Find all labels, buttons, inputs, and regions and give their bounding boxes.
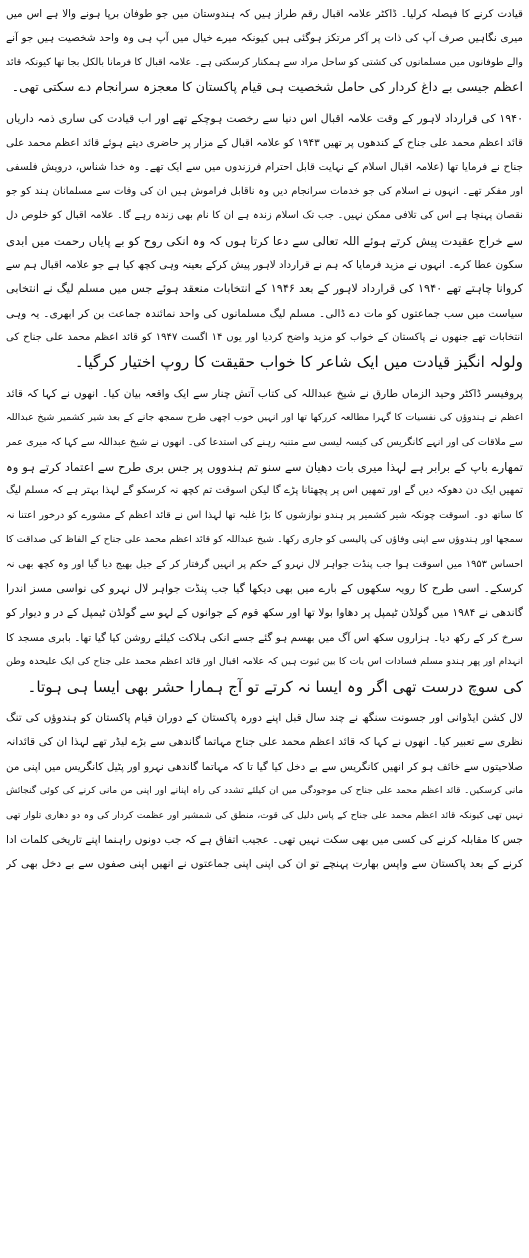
- paragraph-advani-jaswant: [6, 706, 523, 877]
- paragraph-sheikh-abdullah: [6, 382, 523, 699]
- text-line: ۱۹۴۰ کی قرارداد لاہور کے وقت علامہ اقبال اس دنیا سے رخصت ہوچکے تھے اور اب قیادت کی ساری ذمہ داریاں: [6, 111, 523, 125]
- text-line: قیادت کرنے کا فیصلہ کرلیا۔ ڈاکٹر علامہ اقبال رقم طراز ہیں کہ ہندوستان میں جو طوفان برپا ہونے والا ہے اس میں: [6, 8, 523, 20]
- text-line: سے خراج عقیدت پیش کرتے ہوئے اللہ تعالی سے دعا کرتا ہوں کہ وہ انکی روح کو بے پایاں رحمت میں ابدی: [6, 233, 523, 248]
- text-line: انتخابات تھے جنھوں نے پاکستان کے خواب کو مزید واضح کردیا اور یوں ۱۴ اگست ۱۹۴۷ کو قائد اعظم محمد علی جناح کی: [6, 332, 523, 344]
- text-line: کرنے کے بعد پاکستان سے واپس بھارت پہنچے تو ان کی اپنی اپنی جماعتوں نے انھیں اپنی صفوں سے بے دخل بھی کر: [6, 857, 523, 871]
- text-line: کا ساتھ دو۔ اسوقت چونکہ شیر کشمیر پر ہندو نوازشوں کا بڑا غلبہ تھا لہذا اس نے قائد اعظم کے مشورے کو درخور اعتنا نہ: [6, 509, 523, 521]
- text-line: کرسکے۔ اسی طرح کا رویہ سکھوں کے بارے میں بھی دیکھا گیا جب پنڈت جواہر لال نہرو کی نواسی مسز اندرا: [6, 581, 523, 595]
- text-line: سیاست میں سب جماعتوں کو مات دے ڈالی۔ مسلم لیگ مسلمانوں کی واحد نمائندہ جماعت بن کر ابھری۔ یہ وہی: [6, 306, 523, 320]
- text-line: لال کشن ایڈوانی اور جسونت سنگھ نے چند سال قبل اپنے دورہ پاکستان کے دوران قیام پاکستان کو ہندوؤں کی تنگ: [6, 710, 523, 724]
- text-line: اعظم جیسی بے داغ کردار کی حامل شخصیت ہی قیام پاکستان کا معجزہ سرانجام دے سکتی تھی۔: [11, 79, 523, 95]
- text-line: اعظم نے ہندوؤں کی نفسیات کا گہرا مطالعہ کررکھا تھا اور انہیں خوب اچھی طرح سمجھ جانے کے بعد شیر کشمیر شیخ عبداللہ: [6, 412, 523, 424]
- text-line: والے طوفانوں میں مسلمانوں کی کشتی کو ساحل مراد سے ہمکنار کرسکتی ہے۔ علامہ اقبال کا فرمانا بالکل بجا تھا کیونکہ قائد: [6, 56, 523, 68]
- text-line: سکون عطا کرے۔ انہوں نے مزید فرمایا کہ ہم نے قرارداد لاہور پیش کرکے بعینہ وہی کچھ کیا ہے جو علامہ اقبال ہم سے: [6, 258, 523, 271]
- text-line: اور مفکر تھے۔ انہوں نے اسلام کی جو خدمات سرانجام دیں وہ ناقابل فراموش ہیں ان کی وفات سے مسلمانان ہند کو جو: [6, 185, 523, 197]
- text-line: سرخ کر کے رکھ دیا۔ ہزاروں سکھ اس آگ میں بھسم ہو گئے جسے انکی ہلاکت کیلئے روشن کیا گیا تھا۔ بابری مسجد کا: [6, 631, 523, 644]
- paragraph-lahore-resolution: [6, 107, 523, 375]
- text-line: صلاحیتوں سے خائف ہو کر انھیں کانگریس سے بے دخل کیا گیا تا کہ مہاتما گاندھی نہرو اور پٹیل کانگریس میں اپنی من: [6, 760, 523, 773]
- text-line: نظری سے تعبیر کیا۔ انھوں نے کہا کہ قائد اعظم محمد علی جناح مہاتما گاندھی سے بڑے لیڈر تھے لہذا ان کی قائدانہ: [6, 735, 523, 749]
- text-line: نہیں تھی کیونکہ قائد اعظم محمد علی جناح کے پاس دلیل کی قوت، منطق کی شمشیر اور عظمت کردار کی وہ دو دھاری تلوار تھی: [6, 809, 523, 821]
- text-line: احساس ۱۹۵۳ میں اسوقت ہوا جب پنڈت جواہر لال نہرو کے حکم پر انہیں گرفتار کر کے جیل بھیج دیا گیا اور وہ کچھ بھی نہ: [6, 558, 523, 570]
- text-line: نقصان پہنچا ہے اس کی تلافی ممکن نہیں۔ جب تک اسلام زندہ ہے ان کا نام بھی زندہ رہے گا۔ علامہ اقبال کو خلوص دل: [6, 210, 523, 222]
- text-line: پروفیسر ڈاکٹر وحید الزماں طارق نے شیخ عبداللہ کی کتاب آتش چنار سے ایک واقعہ بیان کیا۔ انھوں نے کہا کہ قائد: [6, 386, 523, 400]
- paragraph-allama-iqbal-letter: [6, 2, 523, 100]
- text-line: مانی کرسکیں۔ قائد اعظم محمد علی جناح کی موجودگی میں ان کیلئے تشدد کی راہ اپنانے اور اپنی من مانی کرنے کی کوئی گنجائش: [6, 785, 523, 797]
- text-line: گاندھی نے ۱۹۸۴ میں گولڈن ٹیمپل پر دھاوا بولا تھا اور سکھ قوم کے جوانوں کے لہو سے گولڈن ٹیمپل کے در و دیوار کو: [6, 606, 523, 620]
- text-line: تمھیں ایک دن دھوکہ دیں گے اور تمھیں اس پر پچھتانا پڑے گا لیکن اسوقت تم کچھ نہ کرسکو گے لہذا بہتر ہے کہ مسلم لیگ: [6, 485, 523, 497]
- text-line: انہدام اور پھر ہندو مسلم فسادات اس بات کا بین ثبوت ہیں کہ علامہ اقبال اور قائد اعظم محمد علی جناح کی ایک علیحدہ وطن: [6, 656, 523, 668]
- text-line: تمھارے باپ کے برابر ہے لہذا میری بات دھیان سے سنو تم ہندووں پر جس بری طرح سے اعتماد کرتے ہو وہ: [6, 460, 523, 475]
- text-line: جناح نے فرمایا تھا (علامہ اقبال اسلام کے نہایت قابل احترام فرزندوں میں سے ایک تھے۔ وہ خدا شناس، درویش فلسفی: [6, 161, 523, 174]
- text-line: جس کا مقابلہ کرنے کی کسی میں بھی سکت نہیں تھی۔ عجیب اتفاق ہے کہ جب دونوں راہنما اپنے تاریخی کلمات ادا: [6, 832, 523, 846]
- text-line: کروانا چاہتے تھے ۱۹۴۰ کی قرارداد لاہور کے بعد ۱۹۴۶ کے انتخابات منعقد ہوئے جس میں مسلم لیگ نے انتخابی: [6, 282, 523, 296]
- text-line: میری نگاہیں صرف آپ کی ذات پر آکر مرتکز ہوگئی ہیں کیونکہ میرے خیال میں آپ ہی وہ واحد شخصیت ہیں جو آنے: [6, 32, 523, 45]
- text-line: سمجھا اور ہندوؤں سے اپنی وفاؤں کی پالیسی کو جاری رکھا۔ شیخ عبداللہ کو قائد اعظم محمد علی جناح کے الفاظ کی صداقت کا: [6, 534, 523, 546]
- text-line: سے ملاقات کی اور انہے کانگریس کی کیسہ لیسی سے متنبہ رہنے کی استدعا کی۔ انھوں نے شیخ عبداللہ سے کہا کہ میری عمر: [6, 436, 523, 448]
- text-line: قائد اعظم محمد علی جناح کے کندھوں پر تھیں ۱۹۴۳ کو علامہ اقبال کے مزار پر حاضری دیتے ہوئے قائد اعظم محمد علی: [6, 136, 523, 149]
- text-line: کی سوچ درست تھی اگر وہ ایسا نہ کرتے تو آج ہمارا حشر بھی ایسا ہی ہوتا۔: [27, 677, 523, 696]
- text-line: ولولہ انگیز قیادت میں ایک شاعر کا خواب حقیقت کا روپ اختیار کرگیا۔: [74, 353, 523, 372]
